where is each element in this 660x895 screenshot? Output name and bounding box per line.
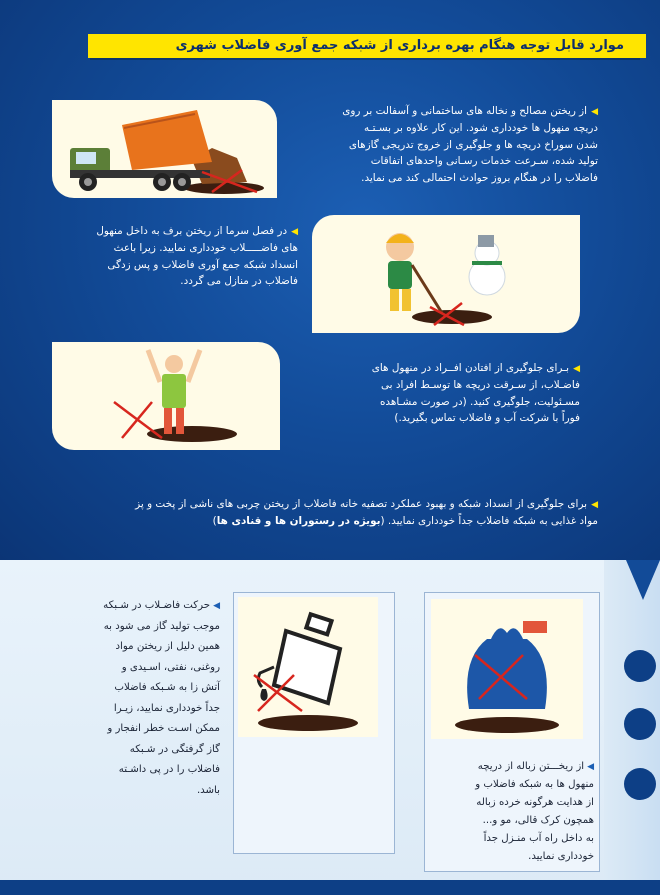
para-line: ◀از ریخـــتن زباله از دریچه: [477, 761, 594, 772]
decor-dot-2: [624, 708, 656, 740]
oil-canister-icon: [238, 597, 378, 737]
para-line: ممکن اسـت خطر انفجار و: [107, 723, 220, 734]
page-title: موارد قابل توجه هنگام بهره برداری از شبکه جمع آوری فاضلاب شهری: [88, 34, 638, 58]
decor-dot-1: [624, 650, 656, 682]
para-line: خودداری نمایید.: [528, 851, 594, 862]
para-line: دریچه منهول ها خودداری شود. این کار علاوه بر بسـتـه: [364, 122, 598, 135]
dump-truck-image: [52, 100, 277, 198]
paragraph-debris: [298, 103, 598, 186]
para-line: به داخل راه آب منـزل جداً: [483, 833, 594, 844]
para-line: همین دلیل از ریختن مواد: [115, 641, 220, 652]
para-line: های فاضـــــلاب خودداری نمایید. زیرا باعث: [113, 242, 298, 255]
para-line: فاضلاب را در پی داشـته: [118, 764, 220, 775]
para-line: همچون کرک قالی، مو و...: [482, 815, 594, 826]
para-line: فوراً با شرکت آب و فاضلاب تماس بگیرید.): [394, 412, 580, 425]
dump-truck-icon: [52, 100, 277, 198]
para-line: مسـئولیت، جلوگیری کنید. (در صورت مشـاهده: [379, 395, 580, 408]
bullet-icon: ◀: [573, 364, 580, 374]
oil-canister-frame: [233, 592, 395, 854]
arrow-marker: [626, 560, 660, 600]
para-line: موجب تولید گاز می شود به: [103, 620, 220, 632]
paragraph-theft: [300, 360, 580, 427]
decor-dot-3: [624, 768, 656, 800]
person-falling-icon: [52, 342, 280, 450]
para-line: باشد.: [196, 784, 220, 796]
para-line: مواد غذایی به شبکه فاضلاب جداً خودداری نمایید. (بویژه در رستوران ها و قنادی ها): [212, 515, 598, 528]
snow-shovel-image: [312, 215, 580, 333]
para-line: ◀برای جلوگیری از انسداد شبکه و بهبود عملکرد تصفیه خانه فاضلاب از ریختن چربی های ناشی از پخت و پز: [135, 498, 598, 510]
para-line: جداً خودداری نمایید، زیـرا: [113, 702, 220, 714]
paragraph-grease: [38, 496, 598, 530]
para-line: ◀از ریختن مصالح و نخاله های ساختمانی و آسفالت بر روی: [342, 105, 598, 117]
snow-shoveling-child-icon: [312, 215, 580, 333]
bullet-icon: ◀: [591, 500, 598, 510]
para-line: فاضلاب در منازل می گردد.: [180, 275, 298, 288]
para-line: روغنی، نفتی، اسـیدی و: [121, 661, 220, 673]
bullet-icon: ◀: [587, 762, 594, 772]
bottom-edge: [0, 880, 660, 895]
para-line: ◀بـرای جلوگیری از افتادن افــراد در منهول های: [371, 362, 580, 374]
bullet-icon: ◀: [591, 107, 598, 117]
garbage-bag-icon: [431, 599, 583, 739]
paragraph-fuel: [70, 596, 220, 801]
bullet-icon: ◀: [291, 227, 298, 237]
para-line: ◀در فصل سرما از ریختن برف به داخل منهول: [96, 225, 298, 237]
para-line: ◀حرکت فاضـلاب در شـبکه: [103, 600, 220, 611]
para-line: انسداد شبکه جمع آوری فاضلاب و پس زدگی: [107, 258, 298, 271]
bullet-icon: ◀: [213, 601, 220, 611]
para-line: از هدایت هرگونه خرده زباله: [476, 797, 594, 808]
para-line: شدن سوراخ دریچه ها و جلوگیری از خروج تدریجی گازهای: [348, 138, 598, 151]
para-line: گاز گرفتگی در شـبکه: [129, 743, 220, 755]
emphasis-text: بویژه در رستوران ها و قنادی ها: [216, 515, 381, 528]
para-line: فاضلاب را در هنگام بروز حوادث احتمالی کند می نماید.: [361, 171, 598, 184]
para-line: فاضـلاب، از سـرقت دریچه ها توسـط افراد بی: [381, 379, 580, 392]
falling-person-image: [52, 342, 280, 450]
para-line: منهول ها به شبکه فاضلاب و: [475, 779, 594, 790]
paragraph-garbage: [426, 758, 594, 866]
para-line: تولید شده، سـرعت خدمات رسـانی واحدهای اتفاقات: [370, 155, 598, 168]
paragraph-snow: [38, 223, 298, 290]
para-line: آتش زا به شـبکه فاضلاب: [114, 682, 220, 693]
